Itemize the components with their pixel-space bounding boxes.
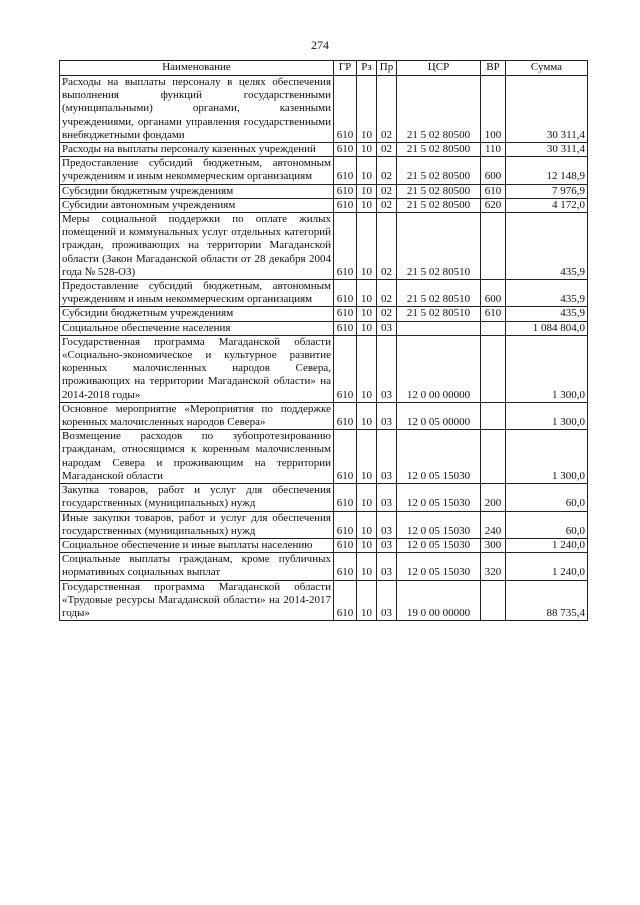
cell-name: Расходы на выплаты персоналу казенных учреждений	[60, 143, 334, 157]
cell-name: Предоставление субсидий бюджетным, автономным учреждениям и иным некоммерческим организациям	[60, 280, 334, 307]
cell-vr	[481, 430, 506, 484]
cell-pr: 03	[377, 580, 397, 621]
budget-table	[59, 60, 588, 621]
cell-csr: 21 5 02 80510	[397, 213, 481, 280]
cell-sum: 30 311,4	[506, 143, 588, 157]
cell-vr: 610	[481, 184, 506, 198]
cell-rz: 10	[357, 184, 377, 198]
table-row	[60, 335, 588, 402]
cell-gr: 610	[334, 76, 357, 143]
cell-gr: 610	[334, 538, 357, 552]
cell-rz: 10	[357, 538, 377, 552]
cell-name: Основное мероприятие «Мероприятия по поддержке коренных малочисленных народов Севера»	[60, 402, 334, 429]
cell-rz: 10	[357, 321, 377, 335]
table-row	[60, 184, 588, 198]
cell-vr: 320	[481, 553, 506, 580]
cell-rz: 10	[357, 511, 377, 538]
cell-csr: 12 0 05 15030	[397, 553, 481, 580]
cell-sum: 88 735,4	[506, 580, 588, 621]
cell-vr	[481, 213, 506, 280]
cell-name: Государственная программа Магаданской области «Трудовые ресурсы Магаданской области» на 2014-2017 годы»	[60, 580, 334, 621]
cell-sum: 435,9	[506, 307, 588, 321]
cell-gr: 610	[334, 280, 357, 307]
table-header-row	[60, 61, 588, 76]
cell-csr: 12 0 00 00000	[397, 335, 481, 402]
cell-vr	[481, 335, 506, 402]
cell-sum: 60,0	[506, 484, 588, 511]
cell-name: Государственная программа Магаданской области «Социально-экономическое и культурное развитие коренных малочисленных народов Севера, проживающих на территории Магаданской области» на 2014-2018 годы»	[60, 335, 334, 402]
cell-vr: 610	[481, 307, 506, 321]
header-pr: Пр	[377, 61, 397, 76]
cell-vr: 600	[481, 157, 506, 184]
cell-name: Субсидии бюджетным учреждениям	[60, 307, 334, 321]
cell-vr	[481, 580, 506, 621]
header-csr: ЦСР	[397, 61, 481, 76]
cell-vr	[481, 321, 506, 335]
cell-csr: 21 5 02 80500	[397, 157, 481, 184]
cell-name: Закупка товаров, работ и услуг для обеспечения государственных (муниципальных) нужд	[60, 484, 334, 511]
cell-gr: 610	[334, 143, 357, 157]
cell-sum: 1 300,0	[506, 430, 588, 484]
cell-vr: 620	[481, 198, 506, 212]
table-row	[60, 511, 588, 538]
cell-rz: 10	[357, 198, 377, 212]
cell-pr: 02	[377, 76, 397, 143]
table-row	[60, 157, 588, 184]
cell-gr: 610	[334, 553, 357, 580]
cell-sum: 1 240,0	[506, 538, 588, 552]
cell-name: Расходы на выплаты персоналу в целях обеспечения выполнения функций государственными (муниципальными) органами, казенными учреждениями, органами управления государственными внебюджетными фондами	[60, 76, 334, 143]
cell-name: Предоставление субсидий бюджетным, автономным учреждениям и иным некоммерческим организациям	[60, 157, 334, 184]
cell-gr: 610	[334, 430, 357, 484]
table-row	[60, 538, 588, 552]
cell-pr: 03	[377, 553, 397, 580]
cell-pr: 02	[377, 198, 397, 212]
cell-csr: 12 0 05 15030	[397, 430, 481, 484]
cell-pr: 03	[377, 430, 397, 484]
cell-rz: 10	[357, 213, 377, 280]
cell-name: Меры социальной поддержки по оплате жилых помещений и коммунальных услуг отдельных категорий граждан, проживающих на территории Магаданской области (Закон Магаданской области от 28 декабря 2004 года № 528-ОЗ)	[60, 213, 334, 280]
cell-sum: 4 172,0	[506, 198, 588, 212]
cell-name: Возмещение расходов по зубопротезированию гражданам, относящимся к коренным малочисленным народам Севера и проживающим на территории Магаданской области	[60, 430, 334, 484]
table-row	[60, 430, 588, 484]
table-row	[60, 280, 588, 307]
table-row	[60, 307, 588, 321]
cell-gr: 610	[334, 198, 357, 212]
cell-rz: 10	[357, 553, 377, 580]
cell-csr: 21 5 02 80510	[397, 280, 481, 307]
cell-gr: 610	[334, 335, 357, 402]
cell-csr: 12 0 05 15030	[397, 538, 481, 552]
cell-name: Иные закупки товаров, работ и услуг для обеспечения государственных (муниципальных) нужд	[60, 511, 334, 538]
cell-sum: 30 311,4	[506, 76, 588, 143]
cell-pr: 03	[377, 321, 397, 335]
cell-sum: 12 148,9	[506, 157, 588, 184]
cell-sum: 1 240,0	[506, 553, 588, 580]
cell-rz: 10	[357, 157, 377, 184]
cell-pr: 03	[377, 402, 397, 429]
cell-rz: 10	[357, 580, 377, 621]
cell-csr: 12 0 05 15030	[397, 484, 481, 511]
cell-gr: 610	[334, 580, 357, 621]
cell-pr: 03	[377, 484, 397, 511]
table-body	[60, 76, 588, 621]
cell-rz: 10	[357, 484, 377, 511]
cell-sum: 1 300,0	[506, 335, 588, 402]
cell-rz: 10	[357, 307, 377, 321]
cell-gr: 610	[334, 157, 357, 184]
cell-rz: 10	[357, 402, 377, 429]
cell-vr: 100	[481, 76, 506, 143]
cell-name: Социальное обеспечение и иные выплаты населению	[60, 538, 334, 552]
table-row	[60, 213, 588, 280]
cell-csr: 21 5 02 80510	[397, 307, 481, 321]
cell-gr: 610	[334, 184, 357, 198]
cell-sum: 7 976,9	[506, 184, 588, 198]
cell-vr: 200	[481, 484, 506, 511]
cell-vr: 110	[481, 143, 506, 157]
cell-name: Субсидии автономным учреждениям	[60, 198, 334, 212]
cell-pr: 02	[377, 280, 397, 307]
cell-csr: 21 5 02 80500	[397, 143, 481, 157]
table-row	[60, 484, 588, 511]
cell-pr: 02	[377, 213, 397, 280]
cell-csr: 12 0 05 15030	[397, 511, 481, 538]
cell-gr: 610	[334, 213, 357, 280]
cell-sum: 1 084 804,0	[506, 321, 588, 335]
cell-rz: 10	[357, 76, 377, 143]
cell-csr: 21 5 02 80500	[397, 198, 481, 212]
cell-name: Субсидии бюджетным учреждениям	[60, 184, 334, 198]
cell-vr: 240	[481, 511, 506, 538]
header-rz: Рз	[357, 61, 377, 76]
cell-gr: 610	[334, 402, 357, 429]
table-row	[60, 198, 588, 212]
cell-pr: 02	[377, 307, 397, 321]
cell-pr: 02	[377, 157, 397, 184]
cell-gr: 610	[334, 321, 357, 335]
header-gr: ГР	[334, 61, 357, 76]
header-sum: Сумма	[506, 61, 588, 76]
cell-sum: 60,0	[506, 511, 588, 538]
cell-sum: 435,9	[506, 213, 588, 280]
cell-pr: 03	[377, 511, 397, 538]
cell-gr: 610	[334, 511, 357, 538]
cell-csr: 19 0 00 00000	[397, 580, 481, 621]
cell-rz: 10	[357, 280, 377, 307]
cell-csr: 12 0 05 00000	[397, 402, 481, 429]
cell-rz: 10	[357, 430, 377, 484]
cell-sum: 435,9	[506, 280, 588, 307]
cell-pr: 02	[377, 184, 397, 198]
cell-csr: 21 5 02 80500	[397, 184, 481, 198]
cell-rz: 10	[357, 335, 377, 402]
header-vr: ВР	[481, 61, 506, 76]
cell-rz: 10	[357, 143, 377, 157]
table-row	[60, 553, 588, 580]
cell-csr	[397, 321, 481, 335]
cell-gr: 610	[334, 484, 357, 511]
cell-name: Социальные выплаты гражданам, кроме публичных нормативных социальных выплат	[60, 553, 334, 580]
cell-vr: 300	[481, 538, 506, 552]
table-row	[60, 143, 588, 157]
cell-csr: 21 5 02 80500	[397, 76, 481, 143]
cell-pr: 02	[377, 143, 397, 157]
table-row	[60, 76, 588, 143]
cell-vr: 600	[481, 280, 506, 307]
header-name: Наименование	[60, 61, 334, 76]
table-row	[60, 580, 588, 621]
cell-pr: 03	[377, 335, 397, 402]
table-row	[60, 402, 588, 429]
cell-gr: 610	[334, 307, 357, 321]
cell-vr	[481, 402, 506, 429]
cell-sum: 1 300,0	[506, 402, 588, 429]
page-number: 274	[311, 38, 329, 52]
table-row	[60, 321, 588, 335]
cell-pr: 03	[377, 538, 397, 552]
cell-name: Социальное обеспечение населения	[60, 321, 334, 335]
